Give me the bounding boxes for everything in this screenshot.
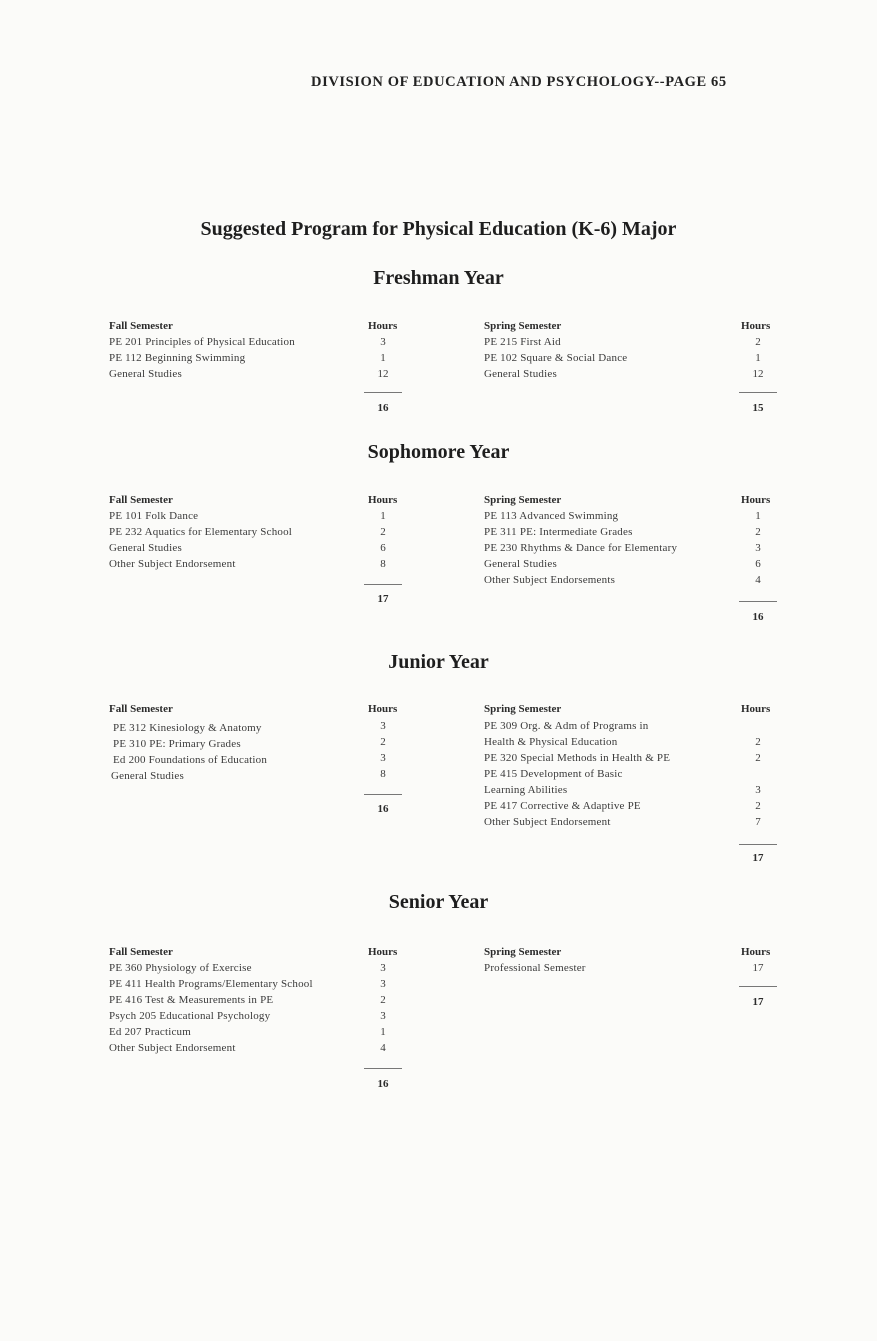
course-name: PE 230 Rhythms & Dance for Elementary xyxy=(484,542,678,554)
course-hours: 2 xyxy=(755,336,761,348)
course-hours: 6 xyxy=(380,542,386,554)
total-rule xyxy=(739,986,777,987)
total-rule xyxy=(364,794,402,795)
semester-heading: Spring Semester xyxy=(484,494,562,506)
semester-total: 16 xyxy=(377,402,389,414)
course-name: PE 102 Square & Social Dance xyxy=(484,352,628,364)
hours-heading: Hours xyxy=(741,320,771,332)
course-name: PE 411 Health Programs/Elementary School xyxy=(109,978,313,990)
senior-year-title: Senior Year xyxy=(388,891,489,913)
semester-heading: Fall Semester xyxy=(109,320,173,332)
total-rule xyxy=(364,584,402,585)
course-name: PE 416 Test & Measurements in PE xyxy=(109,994,274,1006)
course-name: General Studies xyxy=(109,368,182,380)
hours-heading: Hours xyxy=(741,946,771,958)
page-header: DIVISION OF EDUCATION AND PSYCHOLOGY--PAGE 65 xyxy=(311,74,727,90)
course-name: PE 312 Kinesiology & Anatomy xyxy=(113,722,262,734)
semester-heading: Fall Semester xyxy=(109,703,173,715)
course-hours: 1 xyxy=(755,510,761,522)
course-hours: 7 xyxy=(755,816,761,828)
course-name: PE 310 PE: Primary Grades xyxy=(113,738,241,750)
course-hours: 3 xyxy=(380,962,386,974)
course-name: Professional Semester xyxy=(484,962,586,974)
course-name: PE 101 Folk Dance xyxy=(109,510,199,522)
hours-heading: Hours xyxy=(368,703,398,715)
course-name: PE 201 Principles of Physical Education xyxy=(109,336,295,348)
course-name: Learning Abilities xyxy=(484,784,568,796)
semester-total: 17 xyxy=(752,852,764,864)
semester-heading: Spring Semester xyxy=(484,946,562,958)
course-hours: 12 xyxy=(377,368,389,380)
course-hours: 8 xyxy=(380,768,386,780)
course-hours: 3 xyxy=(380,752,386,764)
course-name: PE 113 Advanced Swimming xyxy=(484,510,619,522)
course-name: Other Subject Endorsement xyxy=(484,816,611,828)
course-name: Other Subject Endorsements xyxy=(484,574,616,586)
course-name: General Studies xyxy=(109,542,182,554)
course-name: PE 112 Beginning Swimming xyxy=(109,352,246,364)
hours-heading: Hours xyxy=(368,320,398,332)
course-hours: 3 xyxy=(755,784,761,796)
total-rule xyxy=(364,392,402,393)
course-hours: 3 xyxy=(380,978,386,990)
course-name: Ed 207 Practicum xyxy=(109,1026,192,1038)
course-name: General Studies xyxy=(484,558,557,570)
hours-heading: Hours xyxy=(368,946,398,958)
semester-total: 16 xyxy=(377,803,389,815)
course-hours: 1 xyxy=(755,352,761,364)
sophomore-year-title: Sophomore Year xyxy=(367,441,510,463)
course-hours: 2 xyxy=(380,736,386,748)
course-name: Other Subject Endorsement xyxy=(109,1042,236,1054)
semester-total: 16 xyxy=(752,611,764,623)
course-hours: 2 xyxy=(755,526,761,538)
course-hours: 6 xyxy=(755,558,761,570)
hours-heading: Hours xyxy=(741,494,771,506)
course-hours: 17 xyxy=(752,962,764,974)
hours-heading: Hours xyxy=(741,703,771,715)
semester-heading: Fall Semester xyxy=(109,946,173,958)
course-name: Psych 205 Educational Psychology xyxy=(109,1010,271,1022)
total-rule xyxy=(364,1068,402,1069)
course-hours: 2 xyxy=(380,526,386,538)
freshman-year-title: Freshman Year xyxy=(373,267,504,289)
total-rule xyxy=(739,392,777,393)
course-name: PE 311 PE: Intermediate Grades xyxy=(484,526,633,538)
semester-total: 16 xyxy=(377,1078,389,1090)
course-hours: 3 xyxy=(380,720,386,732)
semester-heading: Spring Semester xyxy=(484,703,562,715)
junior-year-title: Junior Year xyxy=(388,651,489,673)
course-hours: 3 xyxy=(380,1010,386,1022)
semester-heading: Fall Semester xyxy=(109,494,173,506)
course-hours: 1 xyxy=(380,510,386,522)
course-hours: 1 xyxy=(380,1026,386,1038)
course-hours: 12 xyxy=(752,368,764,380)
course-hours: 3 xyxy=(380,336,386,348)
hours-heading: Hours xyxy=(368,494,398,506)
course-name: Health & Physical Education xyxy=(484,736,618,748)
course-hours: 1 xyxy=(380,352,386,364)
course-hours: 2 xyxy=(755,800,761,812)
course-name: PE 415 Development of Basic xyxy=(484,768,623,780)
course-name: Other Subject Endorsement xyxy=(109,558,236,570)
course-name: General Studies xyxy=(484,368,557,380)
page-title: Suggested Program for Physical Education (K-6) Major xyxy=(200,218,677,240)
semester-total: 17 xyxy=(377,593,389,605)
course-name: Ed 200 Foundations of Education xyxy=(113,754,268,766)
course-name: General Studies xyxy=(111,770,184,782)
semester-total: 17 xyxy=(752,996,764,1008)
course-hours: 4 xyxy=(380,1042,386,1054)
course-name: PE 215 First Aid xyxy=(484,336,561,348)
course-hours: 2 xyxy=(755,752,761,764)
course-hours: 4 xyxy=(755,574,761,586)
course-hours: 2 xyxy=(755,736,761,748)
course-hours: 8 xyxy=(380,558,386,570)
course-name: PE 417 Corrective & Adaptive PE xyxy=(484,800,641,812)
course-name: PE 360 Physiology of Exercise xyxy=(109,962,252,974)
course-name: PE 232 Aquatics for Elementary School xyxy=(109,526,293,538)
course-hours: 3 xyxy=(755,542,761,554)
semester-heading: Spring Semester xyxy=(484,320,562,332)
total-rule xyxy=(739,844,777,845)
course-name: PE 309 Org. & Adm of Programs in xyxy=(484,720,649,732)
semester-total: 15 xyxy=(752,402,764,414)
total-rule xyxy=(739,601,777,602)
course-hours: 2 xyxy=(380,994,386,1006)
course-name: PE 320 Special Methods in Health & PE xyxy=(484,752,671,764)
